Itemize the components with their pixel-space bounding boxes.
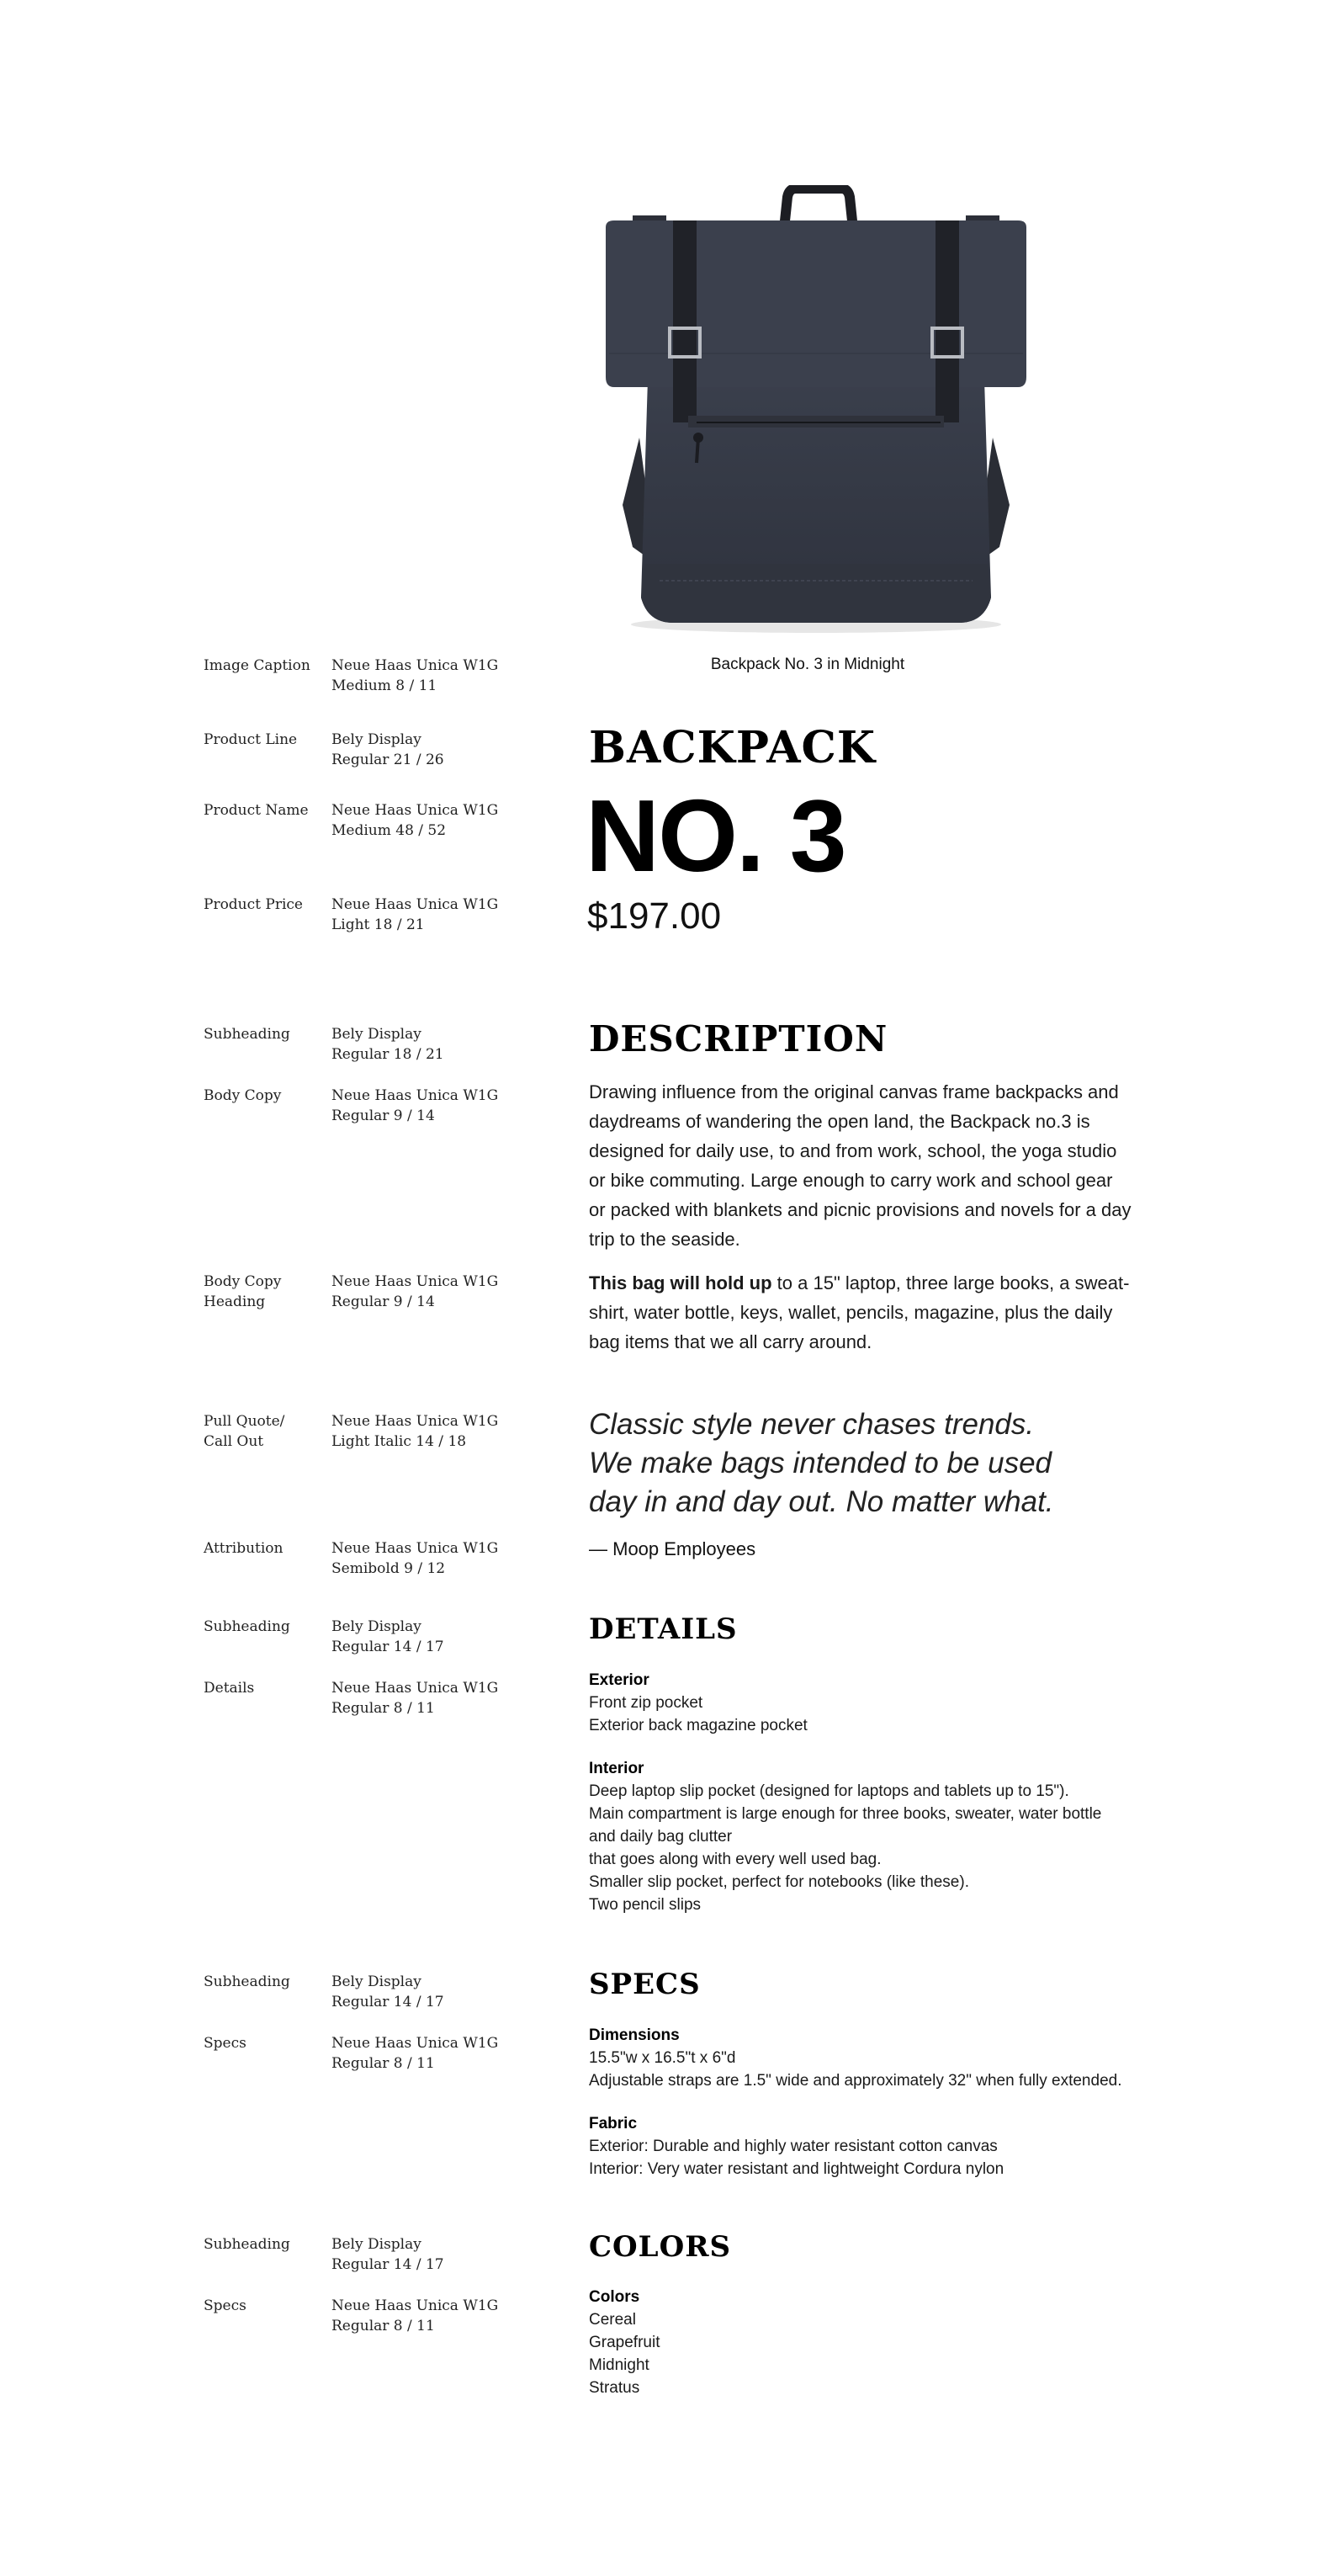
product-name: NO. 3 (586, 778, 845, 893)
spec-font-subheading (331, 1024, 517, 1065)
spec-font-style: Regular 8 / 11 (331, 2055, 435, 2072)
spec-font-style: Regular 14 / 17 (331, 1639, 444, 1655)
details-item: Main compartment is large enough for three books, sweater, water bottle (589, 1805, 1102, 1823)
body-line: or bike commuting. Large enough to carry work and school gear (589, 1170, 1113, 1191)
quote-line: Classic style never chases trends. (589, 1408, 1035, 1441)
spec-font-body-copy (331, 1086, 517, 1126)
spec-font-family: Bely Display (331, 2236, 421, 2253)
details-item: Smaller slip pocket, perfect for notebooks (like these). (589, 1873, 969, 1891)
body-line: daydreams of wandering the open land, the Backpack no.3 is (589, 1111, 1090, 1132)
spec-label-specs: Specs (204, 2035, 246, 2052)
specs-item: Adjustable straps are 1.5" wide and approximately 32" when fully extended. (589, 2072, 1122, 2090)
spec-font-style: Semibold 9 / 12 (331, 1560, 446, 1577)
body-line: or packed with blankets and picnic provisions and novels for a day (589, 1199, 1132, 1220)
spec-label-line: Call Out (204, 1433, 264, 1450)
spec-font-family: Neue Haas Unica W1G (331, 1680, 499, 1697)
spec-label-subheading: Subheading (204, 1973, 290, 1990)
spec-font-family: Neue Haas Unica W1G (331, 802, 499, 819)
spec-font-subheading (331, 2234, 517, 2275)
spec-font-specs (331, 2296, 517, 2336)
body-line: designed for daily use, to and from work, school, the yoga studio (589, 1140, 1117, 1161)
spec-font-image-caption (331, 656, 517, 696)
spec-font-family: Neue Haas Unica W1G (331, 1273, 499, 1290)
holds-rest: to a 15" laptop, three large books, a sweat- (771, 1272, 1130, 1293)
spec-font-body-copy-heading (331, 1272, 517, 1312)
spec-font-subheading (331, 1617, 517, 1657)
holds-line: bag items that we all carry around. (589, 1331, 872, 1352)
color-item: Cereal (589, 2311, 636, 2329)
specs-fabric (589, 2112, 1228, 2180)
color-item: Stratus (589, 2379, 640, 2397)
product-line: BACKPACK (589, 722, 877, 773)
spec-font-style: Regular 8 / 11 (331, 1700, 435, 1717)
spec-label-product-name: Product Name (204, 802, 309, 819)
spec-font-product-price (331, 895, 517, 935)
specs-fabric-title: Fabric (589, 2115, 638, 2133)
spec-label-subheading: Subheading (204, 2236, 290, 2253)
spec-font-style: Regular 9 / 14 (331, 1293, 435, 1310)
color-item: Midnight (589, 2356, 649, 2374)
spec-font-family: Neue Haas Unica W1G (331, 2297, 499, 2314)
holds-first-line (589, 1268, 1195, 1298)
spec-label-line: Pull Quote/ (204, 1413, 285, 1430)
spec-label-image-caption: Image Caption (204, 657, 310, 674)
spec-font-style: Light 18 / 21 (331, 916, 425, 933)
details-item: Deep laptop slip pocket (designed for laptops and tablets up to 15"). (589, 1782, 1069, 1800)
backpack-product-image (589, 185, 1043, 640)
specs-item: Interior: Very water resistant and lightweight Cordura nylon (589, 2160, 1004, 2178)
spec-font-product-line (331, 730, 517, 770)
description-body (589, 1077, 1195, 1254)
spec-font-subheading (331, 1972, 517, 2012)
specs-item: Exterior: Durable and highly water resistant cotton canvas (589, 2138, 998, 2155)
spec-font-family: Neue Haas Unica W1G (331, 2035, 499, 2052)
spec-label-specs: Specs (204, 2297, 246, 2314)
spec-label-product-line: Product Line (204, 731, 298, 748)
color-item: Grapefruit (589, 2334, 660, 2351)
details-item: Two pencil slips (589, 1896, 702, 1914)
body-line: trip to the seaside. (589, 1229, 740, 1250)
details-item: Front zip pocket (589, 1694, 703, 1712)
details-item: that goes along with every well used bag. (589, 1851, 882, 1868)
quote-line: day in and day out. No matter what. (589, 1485, 1054, 1518)
details-interior-title: Interior (589, 1760, 644, 1777)
spec-font-family: Neue Haas Unica W1G (331, 657, 499, 674)
specs-dimensions-title: Dimensions (589, 2026, 680, 2044)
spec-label-subheading: Subheading (204, 1026, 290, 1043)
spec-font-style: Light Italic 14 / 18 (331, 1433, 467, 1450)
spec-label-product-price: Product Price (204, 896, 303, 913)
product-price: $197.00 (587, 895, 722, 937)
details-exterior-title: Exterior (589, 1671, 649, 1689)
description-holds (589, 1268, 1195, 1357)
spec-font-style: Regular 14 / 17 (331, 2256, 444, 2273)
spec-font-specs (331, 2033, 517, 2074)
specs-item: 15.5"w x 16.5"t x 6"d (589, 2049, 736, 2067)
quote-line: We make bags intended to be used (589, 1447, 1052, 1479)
details-interior (589, 1757, 1195, 1916)
details-item: Exterior back magazine pocket (589, 1717, 808, 1734)
spec-font-style: Regular 18 / 21 (331, 1046, 444, 1063)
details-item: and daily bag clutter (589, 1828, 733, 1846)
spec-label-body-copy: Body Copy (204, 1087, 282, 1104)
spec-label-details: Details (204, 1680, 255, 1697)
specs-dimensions (589, 2024, 1228, 2092)
colors-list (589, 2286, 1010, 2399)
holds-line: shirt, water bottle, keys, wallet, pencils, magazine, plus the daily (589, 1302, 1113, 1323)
details-exterior (589, 1669, 1178, 1737)
spec-font-style: Regular 8 / 11 (331, 2318, 435, 2334)
colors-title: Colors (589, 2288, 640, 2306)
spec-font-style: Regular 21 / 26 (331, 752, 444, 768)
spec-font-family: Bely Display (331, 1973, 421, 1990)
spec-label-body-copy-heading (204, 1272, 321, 1312)
specs-heading: SPECS (589, 1968, 701, 2001)
spec-label-pull-quote (204, 1411, 321, 1452)
spec-font-family: Bely Display (331, 731, 421, 748)
pull-quote (589, 1405, 1228, 1522)
spec-label-line: Body Copy (204, 1273, 282, 1290)
spec-label-subheading: Subheading (204, 1618, 290, 1635)
spec-font-pull-quote (331, 1411, 517, 1452)
colors-heading: COLORS (589, 2230, 732, 2264)
image-caption: Backpack No. 3 in Midnight (710, 656, 905, 673)
spec-font-family: Bely Display (331, 1618, 421, 1635)
quote-attribution: — Moop Employees (589, 1538, 756, 1559)
body-line: Drawing influence from the original canvas frame backpacks and (589, 1081, 1119, 1102)
spec-font-style: Regular 14 / 17 (331, 1994, 444, 2010)
description-heading: DESCRIPTION (589, 1018, 888, 1060)
spec-label-attribution: Attribution (204, 1540, 284, 1557)
spec-font-product-name (331, 800, 517, 841)
spec-font-family: Neue Haas Unica W1G (331, 896, 499, 913)
spec-font-family: Neue Haas Unica W1G (331, 1413, 499, 1430)
spec-font-style: Medium 8 / 11 (331, 677, 437, 694)
spec-font-style: Regular 9 / 14 (331, 1107, 435, 1124)
holds-bold-lead: This bag will hold up (589, 1272, 772, 1293)
spec-label-line: Heading (204, 1293, 266, 1310)
details-heading: DETAILS (589, 1612, 738, 1646)
spec-font-details (331, 1678, 517, 1718)
spec-font-style: Medium 48 / 52 (331, 822, 447, 839)
spec-font-family: Neue Haas Unica W1G (331, 1087, 499, 1104)
spec-font-family: Bely Display (331, 1026, 421, 1043)
spec-font-family: Neue Haas Unica W1G (331, 1540, 499, 1557)
spec-font-attribution (331, 1538, 517, 1579)
